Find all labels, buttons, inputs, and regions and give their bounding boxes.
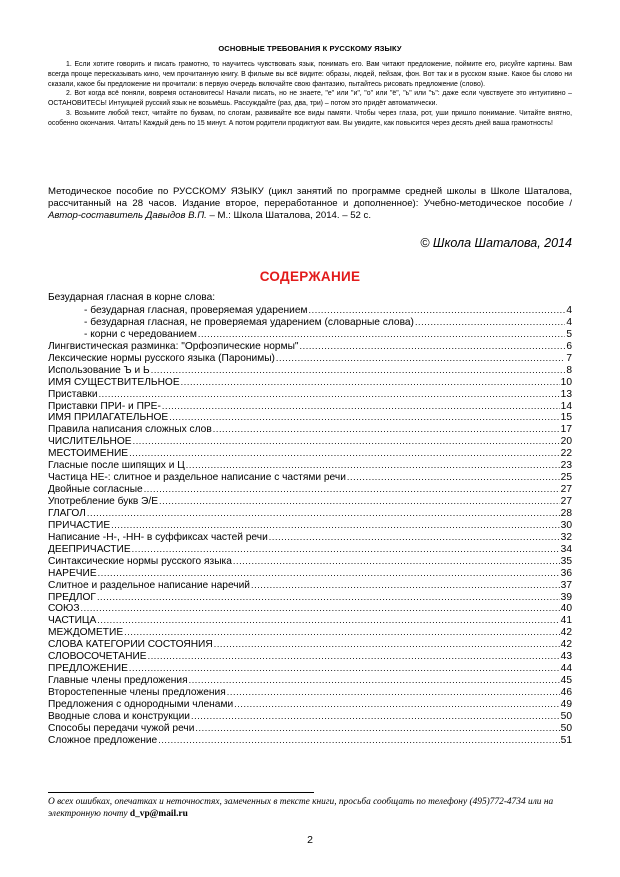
toc-row [48, 639, 572, 651]
toc-dot-leader [181, 377, 560, 389]
toc-row [48, 556, 572, 568]
toc-entry-page: 27 [560, 496, 572, 507]
toc-entry-page: 4 [566, 316, 572, 328]
toc-row [48, 484, 572, 496]
toc-entry-page: 42 [560, 627, 572, 639]
toc-dot-leader [97, 592, 560, 604]
toc-row [48, 544, 572, 556]
toc-title: СОДЕРЖАНИЕ [259, 269, 361, 284]
requirements-body [48, 60, 572, 129]
toc-entry-page: 50 [560, 722, 572, 734]
toc-entry-page: 7 [566, 352, 572, 364]
toc-row [48, 675, 572, 687]
toc-row [48, 389, 572, 401]
toc-entry-label: ЧАСТИЦА [48, 615, 97, 627]
toc-entry-label: - корни с чередованием [84, 328, 197, 340]
toc-dot-leader [214, 639, 560, 651]
toc-dot-leader [97, 615, 559, 627]
toc-entry-page: 34 [560, 543, 572, 555]
toc-entry-page: 17 [560, 424, 572, 436]
toc-row [48, 317, 572, 329]
toc-entry-page: 35 [560, 555, 572, 567]
toc-dot-leader [162, 401, 560, 413]
toc-row [48, 520, 572, 532]
toc-row [48, 412, 572, 424]
toc-entry-page: 36 [560, 567, 572, 579]
toc-entry-page: 13 [560, 388, 572, 400]
toc-entry-label: Написание -Н-, -НН- в суффиксах частей речи [48, 531, 268, 543]
toc-row [48, 615, 572, 627]
toc-entry-label: Способы передачи чужой речи [48, 722, 195, 734]
toc-entry-page: 23 [560, 460, 572, 472]
toc-dot-leader [129, 448, 560, 460]
toc-row [48, 592, 572, 604]
toc-entry-page: 4 [566, 305, 572, 316]
toc-row [48, 460, 572, 472]
toc-dot-leader [98, 568, 560, 580]
toc-entry-label: Главные члены предложения [48, 675, 188, 687]
toc-dot-leader [99, 389, 560, 401]
toc-entry-label: Частица НЕ-: слитное и раздельное написание с частями речи [48, 472, 346, 484]
toc-entry-label: Двойные согласные [48, 484, 143, 496]
toc-dot-leader [415, 317, 565, 329]
toc-row [48, 532, 572, 544]
toc-entry-page: 43 [560, 651, 572, 663]
toc-dot-leader [233, 556, 560, 568]
toc-row [48, 424, 572, 436]
toc-entry-label: СЛОВОСОЧЕТАНИЕ [48, 651, 147, 663]
toc-entry-label: НАРЕЧИЕ [48, 567, 97, 579]
toc-entry-label: Лингвистическая разминка: "Орфоэпические нормы" [48, 340, 299, 352]
toc-entry-label: - безударная гласная, проверяемая ударением [84, 305, 308, 316]
toc-entry-page: 42 [560, 639, 572, 651]
toc-entry-label: Лексические нормы русского языка (Паронимы) [48, 352, 275, 364]
toc-entry-label: Использование Ъ и Ь [48, 364, 150, 376]
toc-entry-page: 22 [560, 448, 572, 460]
toc-row [48, 735, 572, 747]
toc-dot-leader [186, 460, 560, 472]
toc-dot-leader [189, 675, 560, 687]
toc-entry-page: 39 [560, 591, 572, 603]
toc-entry-label: ИМЯ СУЩЕСТВИТЕЛЬНОЕ [48, 376, 180, 388]
toc-row [48, 723, 572, 735]
toc-dot-leader [158, 735, 559, 747]
toc-entry-page: 41 [560, 615, 572, 627]
toc-row [48, 401, 572, 413]
toc-entry-page: 15 [560, 412, 572, 424]
requirements-paragraph-1: 1. Если хотите говорить и писать грамотно, то научитесь чувствовать язык, понимать его. Вам читают предложение, поймите его, рисуйте картины. Вам всегда проще пересказывать кино, чем прочитанную книгу. В фильме вы всё видите: образы, людей, пейзаж, фон. Вот так и в русском языке. Какое бы слово ни сказали, какое бы предложение ни прочитали: в первую очередь включайте свою фантазию, пытайтесь рисовать предложение (слово). [48, 61, 572, 88]
toc-row [48, 329, 572, 341]
toc-row [48, 711, 572, 723]
toc-row [48, 496, 572, 508]
toc-entry-label: ГЛАГОЛ [48, 507, 86, 519]
toc-dot-leader [111, 520, 559, 532]
toc-entry-label: ЧИСЛИТЕЛЬНОЕ [48, 436, 132, 448]
toc-entry-label: Слитное и раздельное написание наречий [48, 579, 250, 591]
toc-row [48, 377, 572, 389]
toc-entry-page: 46 [560, 687, 572, 698]
table-of-contents [48, 305, 572, 747]
toc-entry-page: 50 [560, 710, 572, 722]
page-number: 2 [307, 834, 313, 846]
toc-dot-leader [81, 603, 560, 615]
toc-row [48, 568, 572, 580]
toc-entry-page: 40 [560, 603, 572, 615]
toc-section-heading: Безударная гласная в корне слова: [48, 292, 216, 303]
toc-entry-label: СЛОВА КАТЕГОРИИ СОСТОЯНИЯ [48, 639, 213, 651]
toc-dot-leader [144, 484, 560, 496]
methodology-tail: – М.: Школа Шаталова, 2014. – 52 с. [206, 210, 372, 222]
copyright: © Школа Шаталова, 2014 [420, 236, 572, 250]
footnote [48, 796, 574, 821]
toc-dot-leader [169, 412, 559, 424]
toc-dot-leader [195, 723, 559, 735]
toc-row [48, 508, 572, 520]
toc-dot-leader [124, 627, 560, 639]
toc-row [48, 365, 572, 377]
toc-row [48, 663, 572, 675]
toc-entry-page: 32 [560, 531, 572, 543]
toc-entry-page: 49 [560, 698, 572, 710]
toc-dot-leader [148, 651, 560, 663]
toc-dot-leader [276, 353, 565, 365]
toc-entry-page: 28 [560, 507, 572, 519]
toc-entry-label: Сложное предложение [48, 734, 158, 746]
methodology-main: Методическое пособие по РУССКОМУ ЯЗЫКУ (цикл занятий по программе средней школы в Школе Шаталова, рассчитанный на 28 часов. Издание второе, переработанное и дополненное): Учебно-методическое пособие / [48, 186, 572, 210]
toc-dot-leader [269, 532, 560, 544]
toc-entry-label: ПРЕДЛОЖЕНИЕ [48, 663, 128, 675]
toc-row [48, 341, 572, 353]
toc-entry-page: 10 [560, 376, 572, 388]
toc-row [48, 580, 572, 592]
toc-dot-leader [159, 496, 560, 508]
toc-row [48, 305, 572, 317]
toc-dot-leader [129, 663, 560, 675]
toc-row [48, 627, 572, 639]
requirements-paragraph-3: 3. Возьмите любой текст, читайте по буквам, по слогам, развивайте все виды памяти. Чтобы через глаза, рот, уши пришло понимание. Читайте внятно, особенно окончания. Читать! Каждый день по 15 минут. А потом родители продиктуют вам. Вы увидите, как повысится через десять дней ваша грамотность! [48, 109, 572, 127]
toc-entry-label: Вводные слова и конструкции [48, 710, 190, 722]
toc-entry-page: 20 [560, 436, 572, 448]
toc-entry-label: Второстепенные члены предложения [48, 687, 226, 698]
footnote-divider [48, 792, 314, 793]
toc-entry-label: Гласные после шипящих и Ц [48, 460, 185, 472]
toc-dot-leader [87, 508, 560, 520]
toc-dot-leader [213, 424, 560, 436]
toc-dot-leader [347, 472, 560, 484]
toc-row [48, 353, 572, 365]
toc-entry-label: Предложения с однородными членами [48, 698, 234, 710]
toc-entry-label: МЕЖДОМЕТИЕ [48, 627, 124, 639]
toc-entry-label: Приставки [48, 388, 98, 400]
toc-entry-page: 45 [560, 675, 572, 687]
toc-entry-page: 44 [560, 663, 572, 675]
toc-entry-label: - безударная гласная, не проверяемая ударением (словарные слова) [84, 316, 414, 328]
toc-dot-leader [191, 711, 560, 723]
toc-entry-label: ПРИЧАСТИЕ [48, 519, 111, 531]
toc-entry-label: Синтаксические нормы русского языка [48, 555, 232, 567]
footnote-text: О всех ошибках, опечатках и неточностях, замеченных в тексте книги, просьба сообщать по телефону (495)772-4734 или на электронную почту [48, 797, 554, 820]
toc-row [48, 687, 572, 699]
toc-entry-page: 8 [566, 364, 572, 376]
toc-entry-page: 5 [566, 328, 572, 340]
toc-row [48, 436, 572, 448]
toc-entry-label: СОЮЗ [48, 603, 80, 615]
toc-row [48, 472, 572, 484]
toc-entry-label: ДЕЕПРИЧАСТИЕ [48, 543, 131, 555]
footnote-email: d_vp@mail.ru [129, 809, 188, 820]
toc-entry-label: Правила написания сложных слов [48, 424, 212, 436]
requirements-paragraph-2: 2. Вот когда всё поняли, вовремя остановитесь! Начали писать, но не знаете, "е" или "и", "о" или "ё", "ь" или "ъ": даже если чувствуете это интуитивно – ОСТАНОВИТЕСЬ! Интуицией русский язык не возьмёшь. Рассуждайте (раз, два, три) – потом это придёт автоматически. [48, 90, 572, 108]
toc-entry-page: 51 [560, 734, 572, 746]
toc-entry-page: 14 [560, 400, 572, 412]
toc-entry-label: ИМЯ ПРИЛАГАТЕЛЬНОЕ [48, 412, 169, 424]
toc-entry-label: Употребление букв Э/Е [48, 496, 159, 507]
toc-dot-leader [300, 341, 566, 353]
toc-dot-leader [151, 365, 566, 377]
toc-dot-leader [227, 687, 560, 699]
toc-dot-leader [132, 544, 560, 556]
toc-entry-label: МЕСТОИМЕНИЕ [48, 448, 129, 460]
toc-dot-leader [234, 699, 559, 711]
toc-row [48, 603, 572, 615]
methodology-author: Автор-составитель Давыдов В.П. [48, 210, 207, 222]
toc-row [48, 651, 572, 663]
toc-dot-leader [309, 305, 566, 317]
methodology-description [48, 186, 572, 223]
toc-dot-leader [133, 436, 560, 448]
toc-entry-page: 6 [566, 340, 572, 352]
toc-entry-label: ПРЕДЛОГ [48, 591, 96, 603]
toc-entry-page: 27 [560, 484, 572, 496]
toc-entry-label: Приставки ПРИ- и ПРЕ- [48, 400, 161, 412]
toc-dot-leader [198, 329, 565, 341]
toc-row [48, 699, 572, 711]
toc-entry-page: 37 [560, 579, 572, 591]
toc-row [48, 448, 572, 460]
toc-entry-page: 25 [560, 472, 572, 484]
toc-entry-page: 30 [560, 519, 572, 531]
requirements-title: ОСНОВНЫЕ ТРЕБОВАНИЯ К РУССКОМУ ЯЗЫКУ [218, 44, 402, 53]
toc-dot-leader [251, 580, 560, 592]
